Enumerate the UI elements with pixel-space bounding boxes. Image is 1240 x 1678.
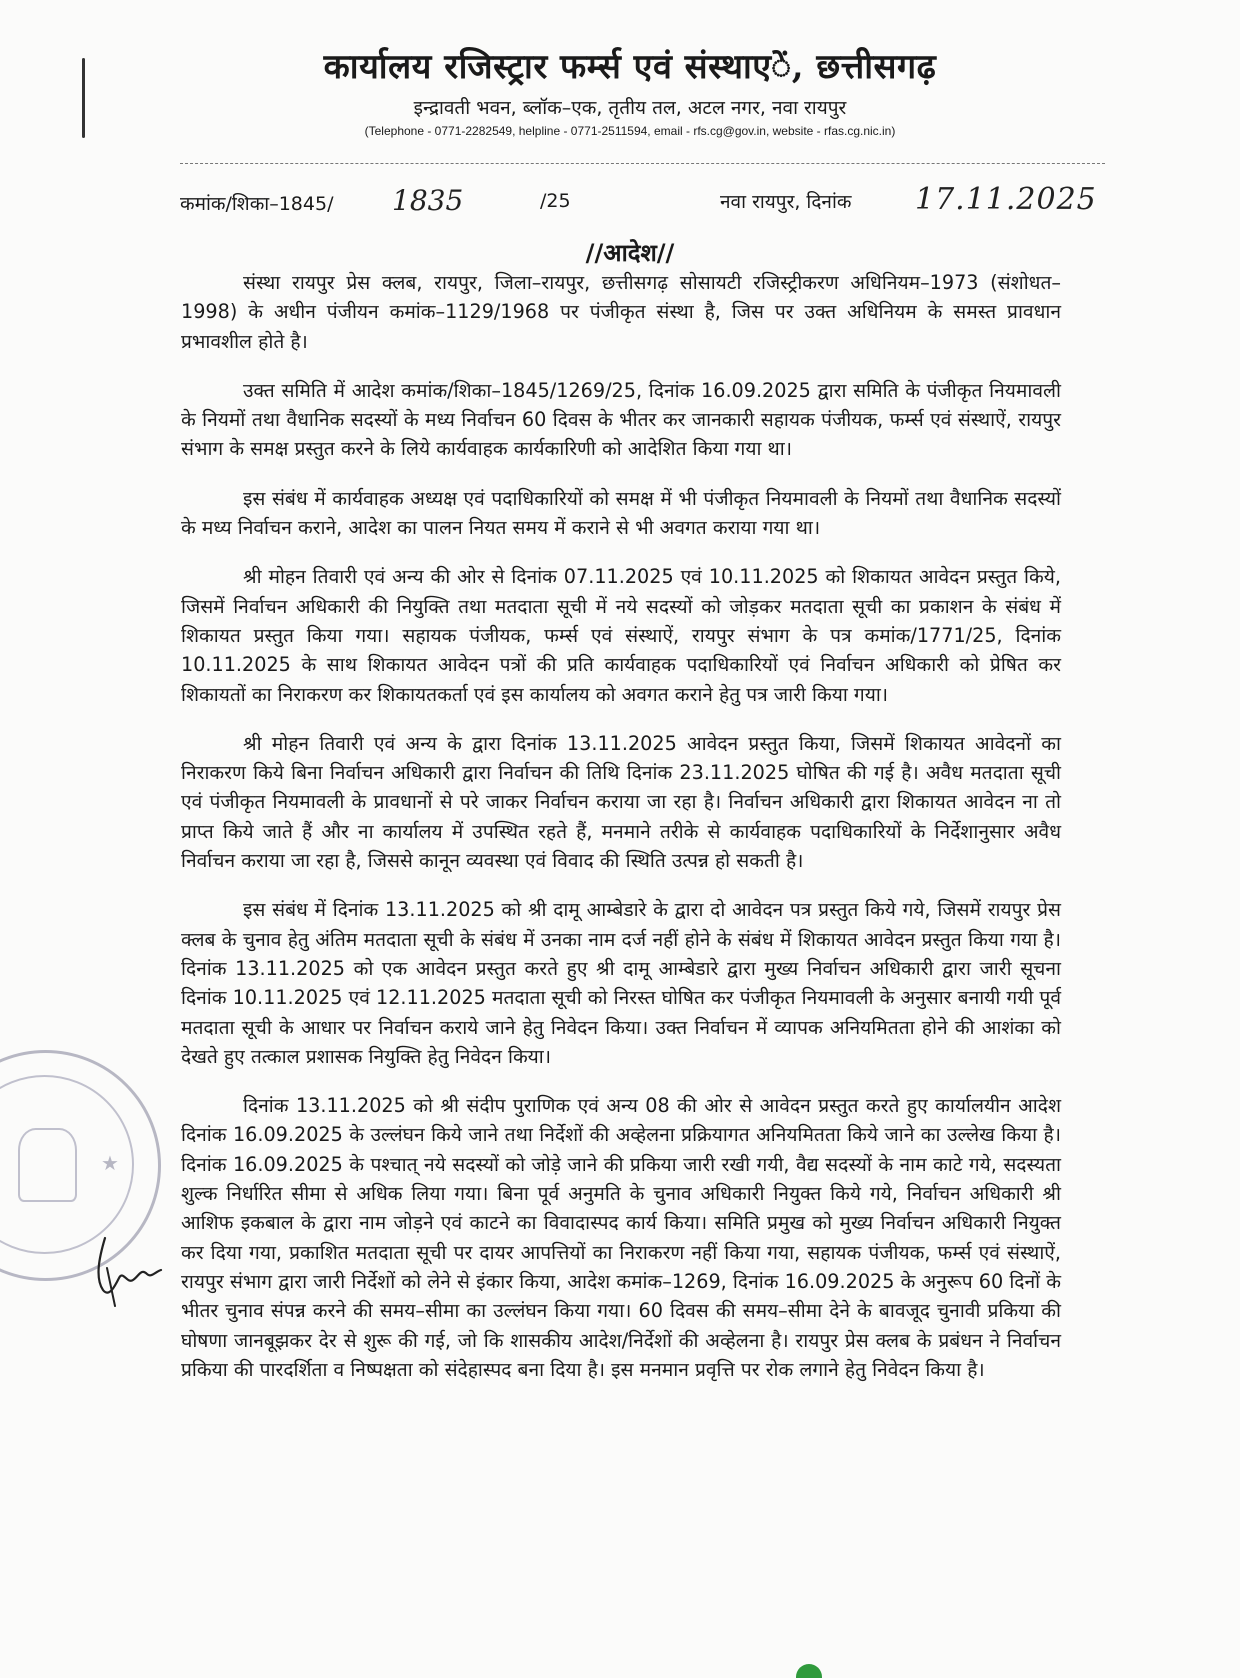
office-address: इन्द्रावती भवन, ब्लॉक–एक, तृतीय तल, अटल नगर, नवा रायपुर	[413, 97, 847, 119]
footer-mark	[796, 1664, 822, 1678]
paragraph: श्री मोहन तिवारी एवं अन्य के द्वारा दिनांक 13.11.2025 आवेदन प्रस्तुत किया, जिसमें शिकायत आवेदनों का निराकरण किये बिना निर्वाचन अधिकारी द्वारा निर्वाचन की तिथि दिनांक 23.11.2025 घोषित की गई है। अवैध मतदाता सूची एवं पंजीकृत नियमावली के प्रावधानों से परे जाकर निर्वाचन कराया जा रहा है। निर्वाचन अधिकारी द्वारा शिकायत आवेदन ना तो प्राप्त किये जाते हैं और ना कार्यालय में उपस्थित रहते हैं, मनमाने तरीके से कार्यवाहक पदाधिकारियों के निर्देशानुसार अवैध निर्वाचन कराया जा रहा है, जिससे कानून व्यवस्था एवं विवाद की स्थिति उत्पन्न हो सकती है।	[181, 731, 1061, 873]
paragraph: दिनांक 13.11.2025 को श्री संदीप पुराणिक एवं अन्य 08 की ओर से आवेदन प्रस्तुत करते हुए कार्यालयीन आदेश दिनांक 16.09.2025 के उल्लंघन किये जाने तथा निर्देशों की अव्हेलना प्रक्रियागत अनियमितता किये जाने का उल्लेख किया है। दिनांक 16.09.2025 के पश्चात् नये सदस्यों को जोड़े जाने की प्रकिया जारी रखी गयी, वैद्य सदस्यों के नाम काटे गये, सदस्यता शुल्क निर्धारित सीमा से अधिक लिया गया। बिना पूर्व अनुमति के चुनाव अधिकारी नियुक्त किये गये, निर्वाचन अधिकारी श्री आशिफ इकबाल के द्वारा नाम जोड़ने एवं काटने का विवादास्पद कार्य किया। समिति प्रमुख को मुख्य निर्वाचन अधिकारी नियुक्त कर दिया गया, प्रकाशित मतदाता सूची पर दायर आपत्तियों का निराकरण नहीं किया गया, सहायक पंजीयक, फर्म्स एवं संस्थाऐं, रायपुर संभाग द्वारा जारी निर्देशों को लेने से इंकार किया, आदेश कमांक–1269, दिनांक 16.09.2025 के अनुरूप 60 दिनों के भीतर चुनाव संपन्न करने की समय–सीमा का उल्लंघन किया गया। 60 दिवस की समय–सीमा देने के बावजूद चुनावी प्रकिया की घोषणा जानबूझकर देर से शुरू की गई, जो कि शासकीय आदेश/निर्देशों की अव्हेलना है। रायपुर प्रेस क्लब के प्रबंधन ने निर्वाचन प्रकिया की पारदर्शिता व निष्पक्षता को संदेहास्पद बना दिया है। इस मनमान प्रवृत्ति पर रोक लगाने हेतु निवेदन किया है।	[181, 1094, 1061, 1381]
paragraph: इस संबंध में दिनांक 13.11.2025 को श्री दामू आम्बेडारे के द्वारा दो आवेदन पत्र प्रस्तुत किये गये, जिसमें रायपुर प्रेस क्लब के चुनाव हेतु अंतिम मतदाता सूची के संबंध में उनका नाम दर्ज नहीं होने के संबंध में शिकायत आवेदन प्रस्तुत किया गया है। दिनांक 13.11.2025 को एक आवेदन प्रस्तुत करते हुए श्री दामू आम्बेडारे द्वारा मुख्य निर्वाचन अधिकारी द्वारा जारी सूचना दिनांक 10.11.2025 एवं 12.11.2025 मतदाता सूची को निरस्त घोषित कर पंजीकृत नियमावली के अनुसार बनायी गयी पूर्व मतदाता सूची के आधार पर निर्वाचन कराये जाने हेतु निवेदन किया। उक्त निर्वाचन में व्यापक अनियमितता होने की आशंका को देखते हुए तत्काल प्रशासक नियुक्ति हेतु निवेदन किया।	[181, 898, 1061, 1068]
order-heading: //आदेश//	[585, 239, 675, 267]
header-divider	[180, 163, 1105, 164]
reference-row	[180, 182, 1110, 228]
order-body	[181, 268, 1061, 1404]
paragraph: श्री मोहन तिवारी एवं अन्य की ओर से दिनांक 07.11.2025 एवं 10.11.2025 को शिकायत आवेदन प्रस्तुत किये, जिसमें निर्वाचन अधिकारी की नियुक्ति तथा मतदाता सूची में नये सदस्यों को जोड़कर मतदाता सूची का प्रकाशन के संबंध में शिकायत प्रस्तुत किया गया। सहायक पंजीयक, फर्म्स एवं संस्थाऐं, रायपुर संभाग के पत्र कमांक/1771/25, दिनांक 10.11.2025 के साथ शिकायत आवेदन पत्रों की प्रति कार्यवाहक पदाधिकारियों एवं निर्वाचन अधिकारी को प्रेषित कर शिकायतों का निराकरण कर शिकायतकर्ता एवं इस कार्यालय को अवगत कराने हेतु पत्र जारी किया गया।	[181, 565, 1061, 706]
reference-year: /25	[540, 190, 571, 212]
paragraph: इस संबंध में कार्यवाहक अध्यक्ष एवं पदाधिकारियों को समक्ष में भी पंजीकृत नियमावली के नियमों तथा वैधानिक सदस्यों के मध्य निर्वाचन कराने, आदेश का पालन नियत समय में कराने से भी अवगत कराया गया था।	[181, 486, 1061, 540]
emblem-icon	[18, 1128, 77, 1202]
margin-mark	[82, 58, 85, 138]
reference-prefix: कमांक/शिका–1845/	[180, 193, 334, 215]
reference-number-handwritten: 1835	[392, 184, 464, 217]
paragraph: संस्था रायपुर प्रेस क्लब, रायपुर, जिला–रायपुर, छत्तीसगढ़ सोसायटी रजिस्ट्रीकरण अधिनियम–1973 (संशोधत–1998) के अधीन पंजीयन कमांक–1129/1968 पर पंजीकृत संस्था है, जिस पर उक्त अधिनियम के समस्त प्रावधान प्रभावशील होते है।	[181, 271, 1061, 353]
signature	[85, 1228, 175, 1308]
office-title: कार्यालय रजिस्ट्रार फर्म्स एवं संस्थाएें, छत्तीसगढ़	[323, 47, 937, 87]
place-date-label: नवा रायपुर, दिनांक	[720, 191, 852, 213]
office-contact: (Telephone - 0771-2282549, helpline - 0771-2511594, email - rfs.cg@gov.in, website - rfas.cg.nic.in)	[364, 124, 896, 138]
handwritten-date: 17.11.2025	[915, 182, 1097, 217]
paragraph: उक्त समिति में आदेश कमांक/शिका–1845/1269/25, दिनांक 16.09.2025 द्वारा समिति के पंजीकृत नियमावली के नियमों तथा वैधानिक सदस्यों के मध्य निर्वाचन 60 दिवस के भीतर कर जानकारी सहायक पंजीयक, फर्म्स एवं संस्थाऐं, रायपुर संभाग के समक्ष प्रस्तुत करने के लिये कार्यवाहक कार्यकारिणी को आदेशित किया गया था।	[181, 378, 1061, 461]
star-icon: ★	[101, 1151, 119, 1175]
